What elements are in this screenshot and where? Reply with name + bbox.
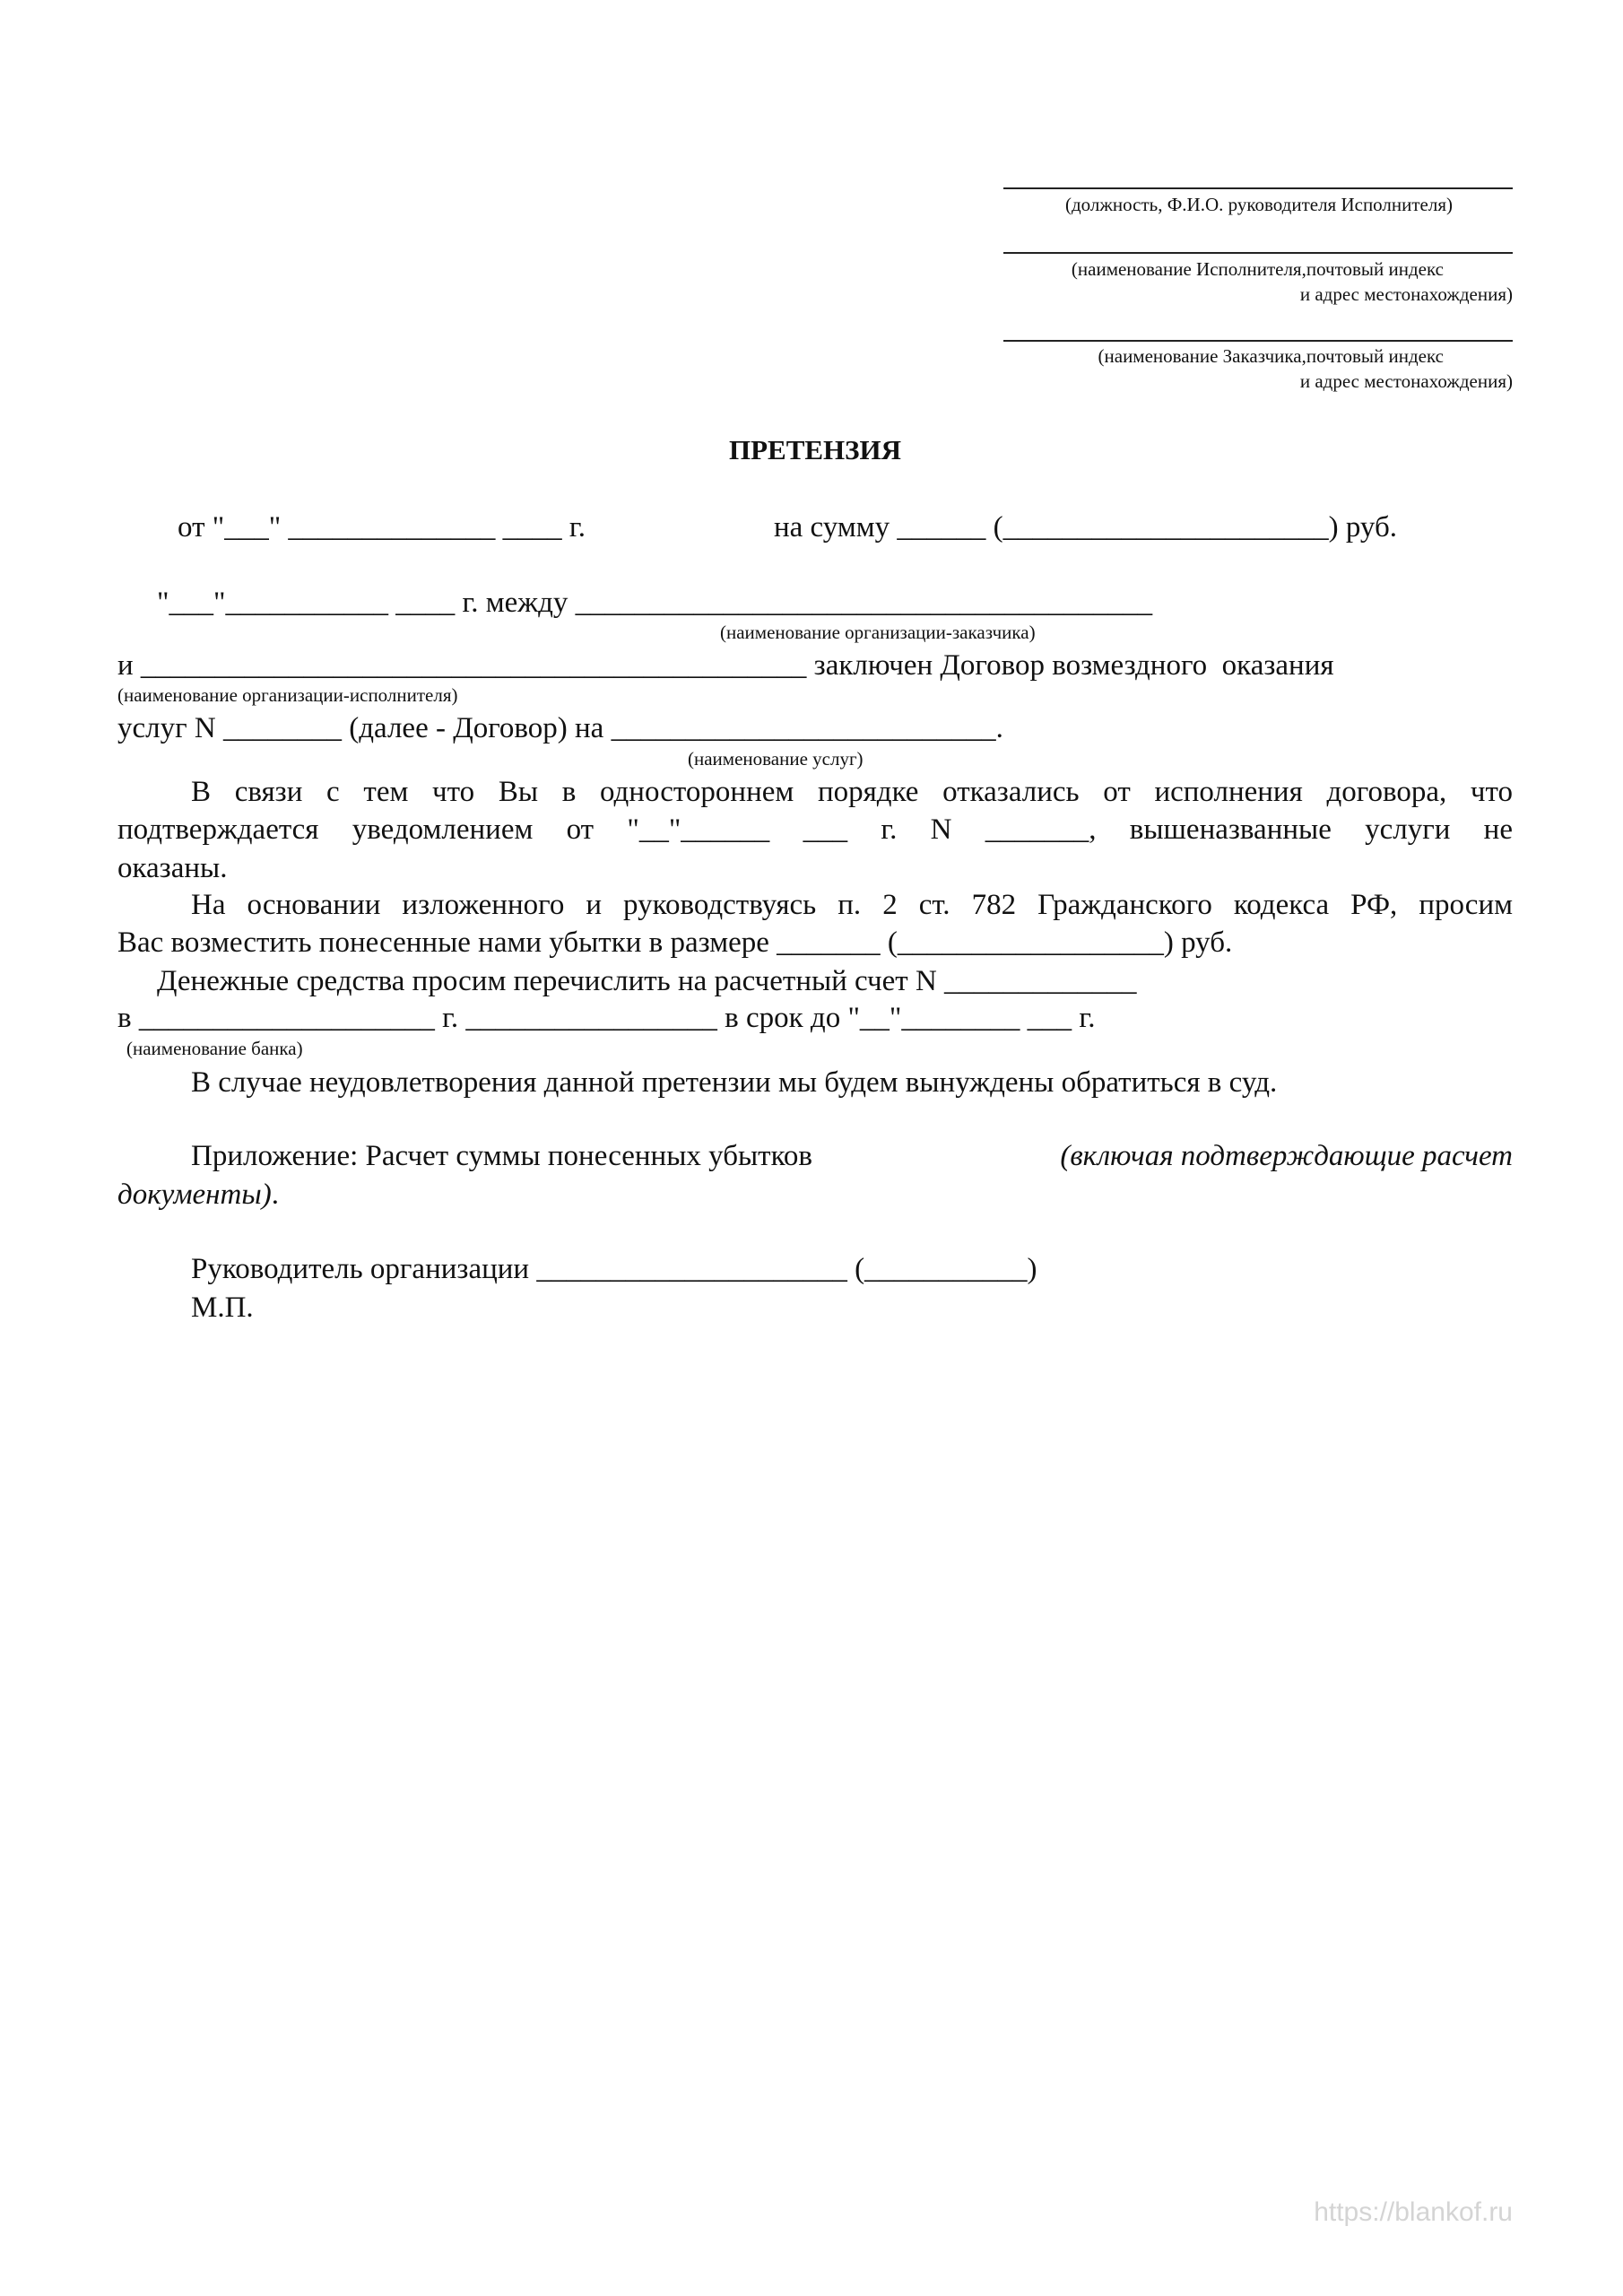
paragraph-4: В случае неудовлетворения данной претензии мы будем вынуждены обратиться в суд.: [191, 1066, 1278, 1099]
signature-line: Руководитель организации _____________________ (___________): [191, 1253, 1037, 1285]
caption-bank: (наименование банка): [126, 1038, 303, 1059]
paragraph-2-line-2: Вас возместить понесенные нами убытки в размере _______ (__________________) руб.: [117, 926, 1233, 959]
and-line: и _____________________________________________ заключен Договор возмездного оказания: [117, 649, 1334, 682]
caption-executor-address: и адрес местонахождения): [1299, 283, 1513, 305]
caption-services: (наименование услуг): [688, 748, 864, 770]
paragraph-2-line-1: На основании изложенного и руководствуясь п. 2 ст. 782 Гражданского кодекса РФ, просим: [191, 889, 1513, 921]
paragraph-1-line-3: оказаны.: [117, 852, 228, 884]
attachment-line-2: [117, 1177, 279, 1213]
caption-customer: (наименование организации-заказчика): [720, 622, 1036, 643]
blank-line: [1003, 187, 1513, 189]
services-line: услуг N ________ (далее - Договор) на __________________________.: [117, 712, 1003, 744]
date-line: от "___" ______________ ____ г.: [178, 511, 586, 544]
caption-executor-name: (наименование Исполнителя,почтовый индекс: [1071, 258, 1444, 280]
document-title: ПРЕТЕНЗИЯ: [728, 434, 902, 465]
attachment-text: Приложение: Расчет суммы понесенных убытков: [191, 1140, 813, 1172]
sum-line: на сумму ______ (______________________) руб.: [774, 511, 1397, 544]
attachment-period: .: [271, 1178, 279, 1211]
attachment-italic: (включая подтверждающие расчет: [1060, 1140, 1513, 1172]
caption-customer-address: и адрес местонахождения): [1299, 370, 1513, 392]
caption-customer-name: (наименование Заказчика,почтовый индекс: [1098, 345, 1444, 367]
paragraph-1-line-1: В связи с тем что Вы в одностороннем порядке отказались от исполнения договора, что: [191, 776, 1513, 808]
paragraph-3-line-1: Денежные средства просим перечислить на расчетный счет N _____________: [157, 965, 1137, 997]
watermark: https://blankof.ru: [1314, 2197, 1513, 2227]
attachment-line-1: [191, 1138, 1513, 1174]
attachment-italic-end: документы): [117, 1178, 272, 1211]
blank-line: [1003, 252, 1513, 254]
caption-executor-head: (должность, Ф.И.О. руководителя Исполнителя): [1064, 194, 1453, 215]
caption-contractor: (наименование организации-исполнителя): [117, 684, 458, 706]
paragraph-3-line-2: в ____________________ г. _________________ в срок до "__"________ ___ г.: [117, 1002, 1096, 1034]
blank-line: [1003, 340, 1513, 342]
between-line: "___"___________ ____ г. между _______________________________________: [157, 587, 1153, 619]
paragraph-1-line-2: подтверждается уведомлением от "__"______ ___ г. N _______, вышеназванные услуги не: [117, 813, 1513, 846]
stamp-placeholder: М.П.: [191, 1292, 254, 1324]
